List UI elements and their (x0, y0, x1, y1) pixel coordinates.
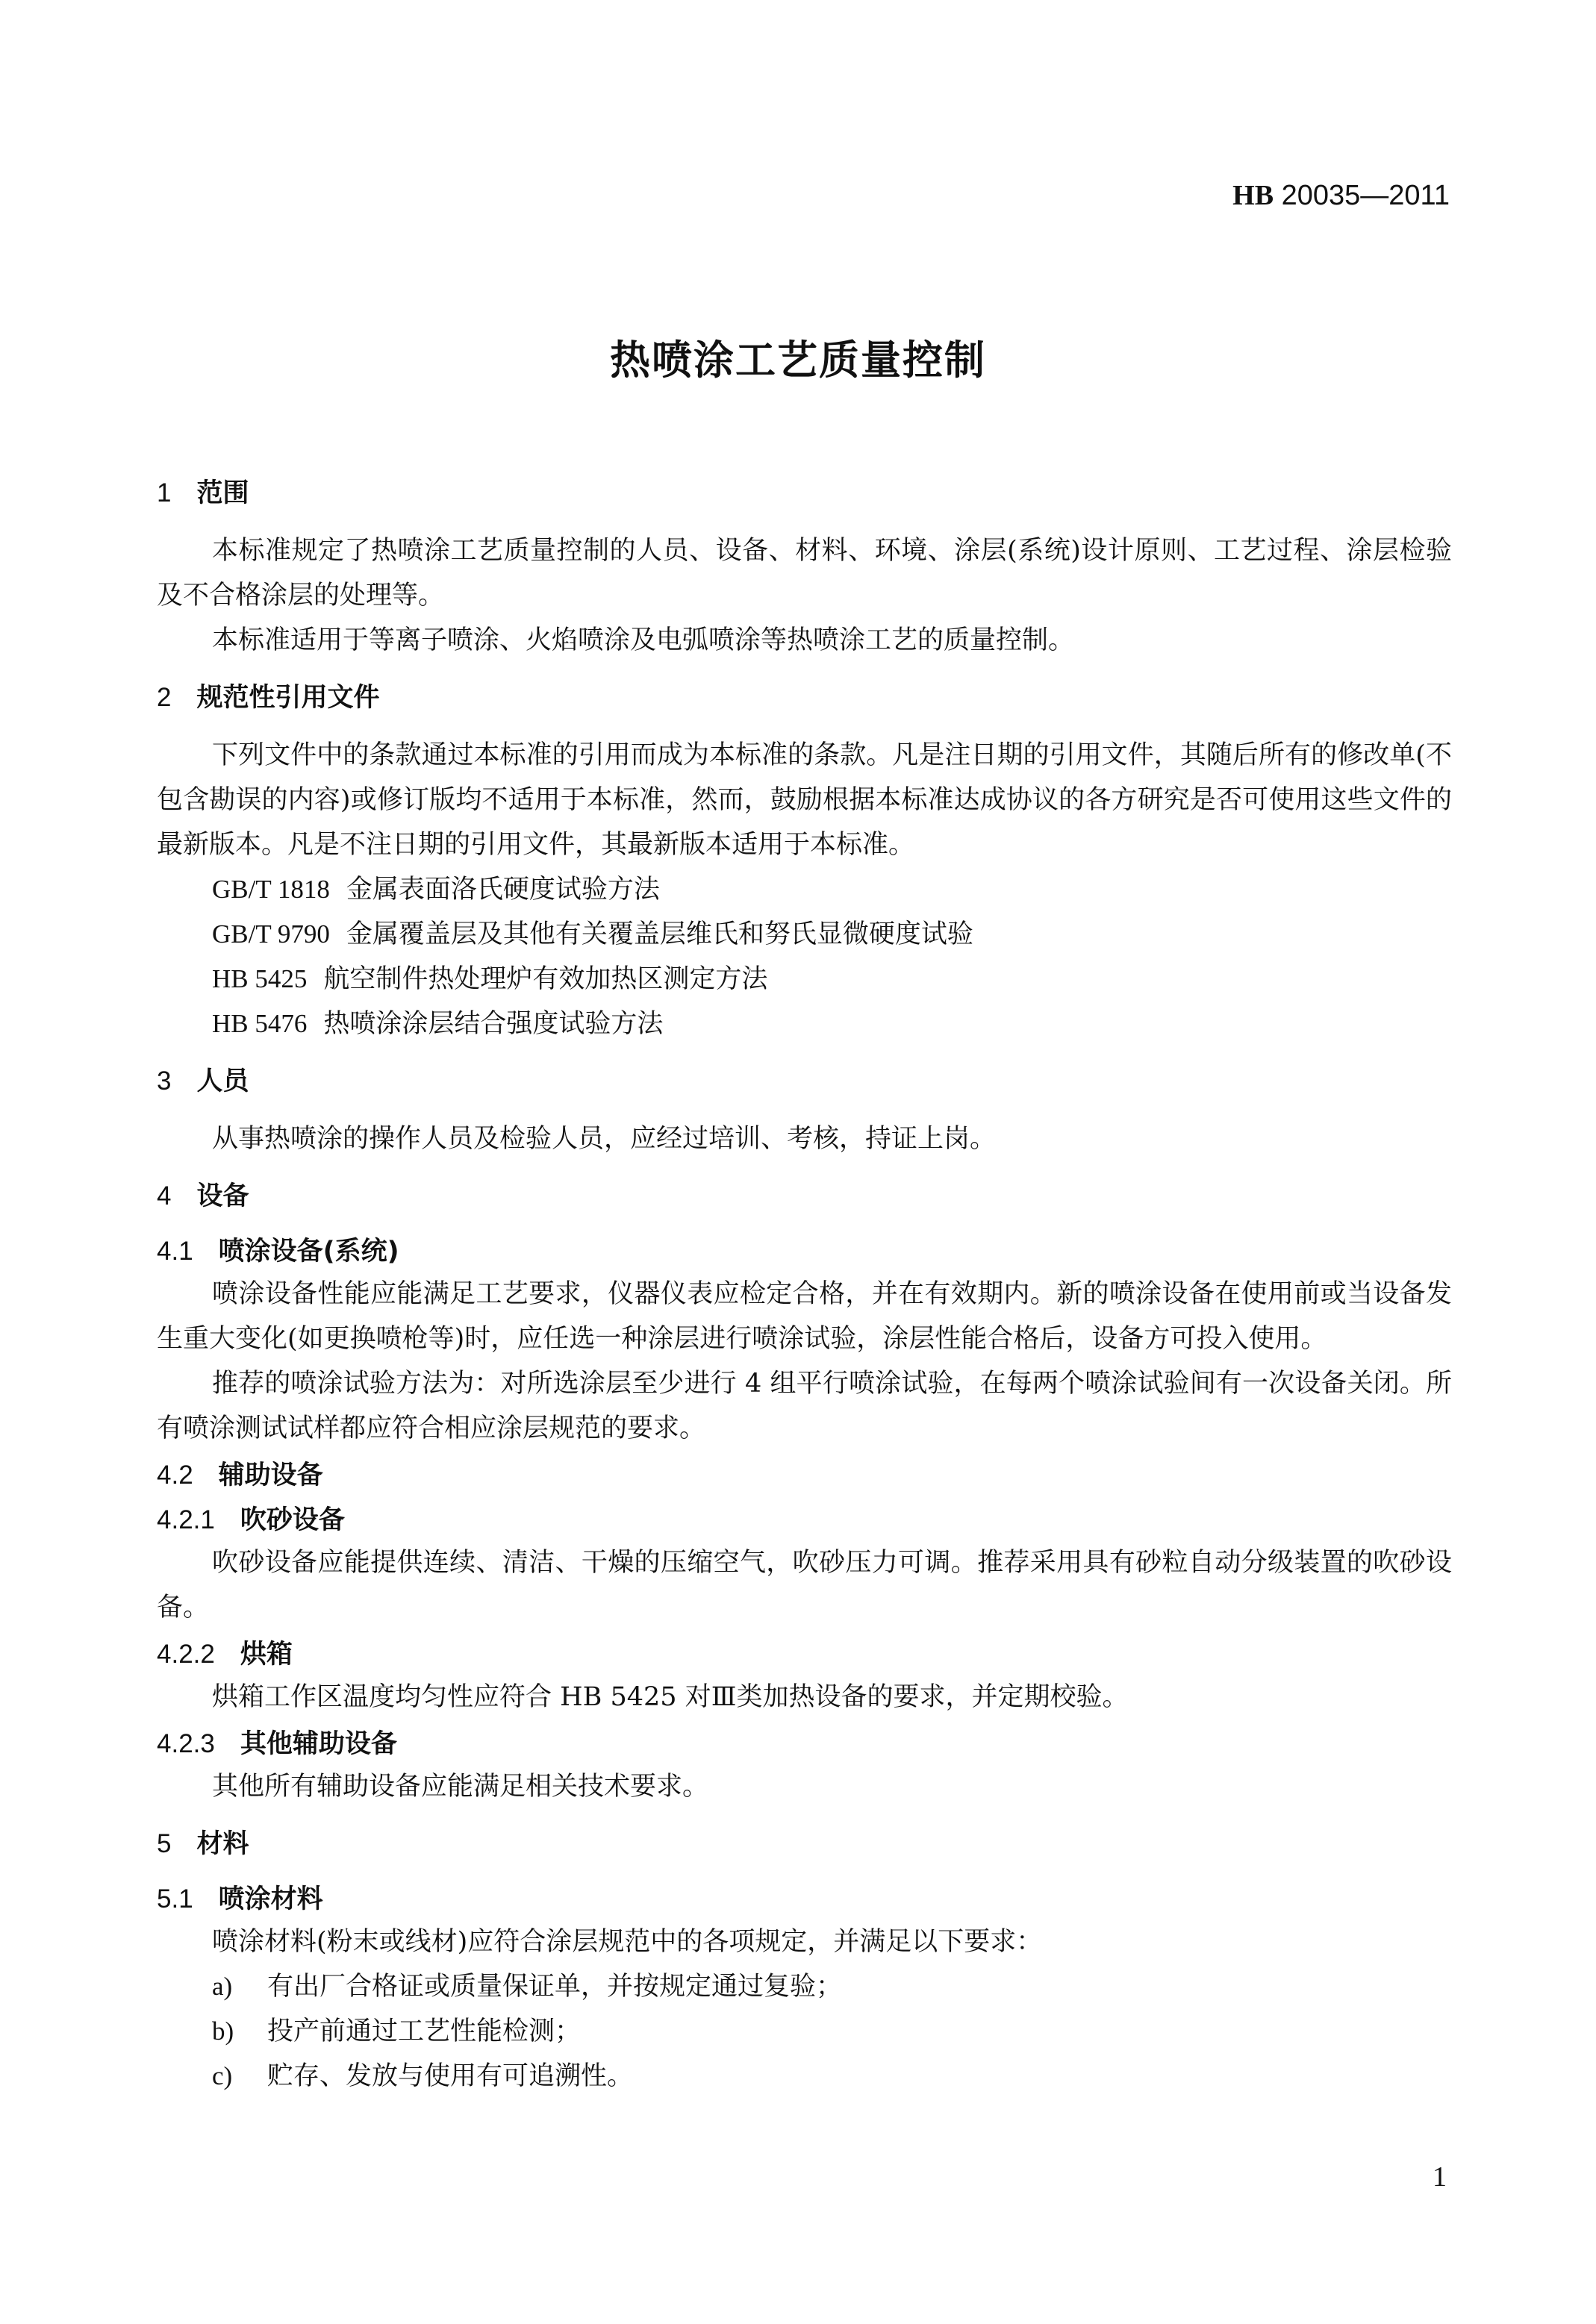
paragraph: 其他所有辅助设备应能满足相关技术要求。 (212, 1772, 709, 1802)
list-item (157, 2009, 1452, 2054)
section-4-heading (157, 1178, 1452, 1215)
subsection-4-2-2-heading (157, 1634, 1452, 1675)
reference-title: 金属表面洛氏硬度试验方法 (346, 875, 660, 905)
standard-code-prefix: HB (1232, 180, 1274, 211)
reference-code: HB 5476 (212, 1009, 308, 1038)
list-marker: c) (212, 2061, 233, 2090)
section-3-heading (157, 1063, 1452, 1100)
section-title: 设备 (196, 1181, 249, 1211)
section-number: 2 (157, 683, 172, 712)
subsection-4-2-1-heading (157, 1500, 1452, 1540)
subsection-number: 4.2.2 (157, 1640, 215, 1669)
paragraph: 本标准适用于等离子喷涂、火焰喷涂及电弧喷涂等热喷涂工艺的质量控制。 (212, 625, 1075, 655)
paragraph: 从事热喷涂的操作人员及检验人员，应经过培训、考核，持证上岗。 (212, 1124, 997, 1154)
paragraph: 本标准规定了热喷涂工艺质量控制的人员、设备、材料、环境、涂层(系统)设计原则、工艺过程、涂层检验及不合格涂层的处理等。 (157, 536, 1452, 610)
section-5-heading (157, 1825, 1452, 1863)
subsection-4-1-heading (157, 1231, 1452, 1272)
reference-code: GB/T 1818 (212, 875, 330, 904)
section-title: 人员 (196, 1066, 249, 1096)
paragraph: 喷涂材料(粉末或线材)应符合涂层规范中的各项规定，并满足以下要求： (212, 1927, 1043, 1957)
section-title: 材料 (196, 1829, 249, 1859)
list-marker: b) (212, 2017, 234, 2046)
subsection-number: 4.2.3 (157, 1729, 215, 1758)
subsection-title: 喷涂设备(系统) (218, 1237, 399, 1266)
section-number: 1 (157, 478, 172, 507)
subsection-number: 4.1 (157, 1237, 193, 1266)
reference-code: GB/T 9790 (212, 919, 330, 949)
reference-title: 金属覆盖层及其他有关覆盖层维氏和努氏显微硬度试验 (346, 919, 973, 949)
document-body (157, 469, 1452, 2099)
list-item (157, 1964, 1452, 2009)
section-1-heading (157, 475, 1452, 512)
section-title: 规范性引用文件 (196, 683, 380, 713)
subsection-number: 5.1 (157, 1884, 193, 1914)
reference-item (157, 912, 1452, 957)
section-number: 5 (157, 1829, 172, 1858)
standard-code (1232, 179, 1450, 212)
subsection-title: 吹砂设备 (240, 1505, 345, 1535)
subsection-4-2-3-heading (157, 1724, 1452, 1764)
page-number: 1 (1433, 2161, 1447, 2193)
paragraph: 下列文件中的条款通过本标准的引用而成为本标准的条款。凡是注日期的引用文件，其随后所有的修改单(不包含勘误的内容)或修订版均不适用于本标准，然而，鼓励根据本标准达成协议的各方研究是否可使用这些文件的最新版本。凡是不注日期的引用文件，其最新版本适用于本标准。 (157, 740, 1452, 860)
reference-item (157, 957, 1452, 1002)
section-number: 4 (157, 1181, 172, 1211)
paragraph: 烘箱工作区温度均匀性应符合 HB 5425 对Ⅲ类加热设备的要求，并定期校验。 (212, 1682, 1129, 1712)
subsection-title: 其他辅助设备 (240, 1729, 397, 1759)
paragraph: 吹砂设备应能提供连续、清洁、干燥的压缩空气，吹砂压力可调。推荐采用具有砂粒自动分级装置的吹砂设备。 (157, 1548, 1452, 1622)
reference-title: 热喷涂涂层结合强度试验方法 (323, 1009, 664, 1039)
document-title: 热喷涂工艺质量控制 (610, 337, 986, 384)
subsection-number: 4.2 (157, 1461, 193, 1490)
subsection-title: 烘箱 (240, 1640, 293, 1669)
reference-title: 航空制件热处理炉有效加热区测定方法 (323, 964, 768, 994)
subsection-title: 喷涂材料 (218, 1884, 323, 1914)
reference-code: HB 5425 (212, 964, 308, 993)
paragraph: 推荐的喷涂试验方法为：对所选涂层至少进行 4 组平行喷涂试验，在每两个喷涂试验间有一次设备关闭。所有喷涂测试试样都应符合相应涂层规范的要求。 (157, 1369, 1452, 1443)
reference-item (157, 867, 1452, 912)
subsection-title: 辅助设备 (218, 1461, 323, 1490)
section-2-heading (157, 679, 1452, 716)
reference-item (157, 1002, 1452, 1046)
list-text: 贮存、发放与使用有可追溯性。 (267, 2061, 634, 2091)
list-marker: a) (212, 1972, 233, 2001)
subsection-4-2-heading (157, 1455, 1452, 1496)
subsection-number: 4.2.1 (157, 1505, 215, 1534)
list-item (157, 2054, 1452, 2099)
standard-code-number: 20035—2011 (1274, 180, 1450, 211)
section-title: 范围 (196, 478, 249, 508)
section-number: 3 (157, 1066, 172, 1096)
list-text: 有出厂合格证或质量保证单，并按规定通过复验； (267, 1972, 843, 2002)
paragraph: 喷涂设备性能应能满足工艺要求，仪器仪表应检定合格，并在有效期内。新的喷涂设备在使用前或当设备发生重大变化(如更换喷枪等)时，应任选一种涂层进行喷涂试验，涂层性能合格后，设备方可投入使用。 (157, 1279, 1452, 1354)
subsection-5-1-heading (157, 1879, 1452, 1920)
list-text: 投产前通过工艺性能检测； (267, 2017, 582, 2046)
